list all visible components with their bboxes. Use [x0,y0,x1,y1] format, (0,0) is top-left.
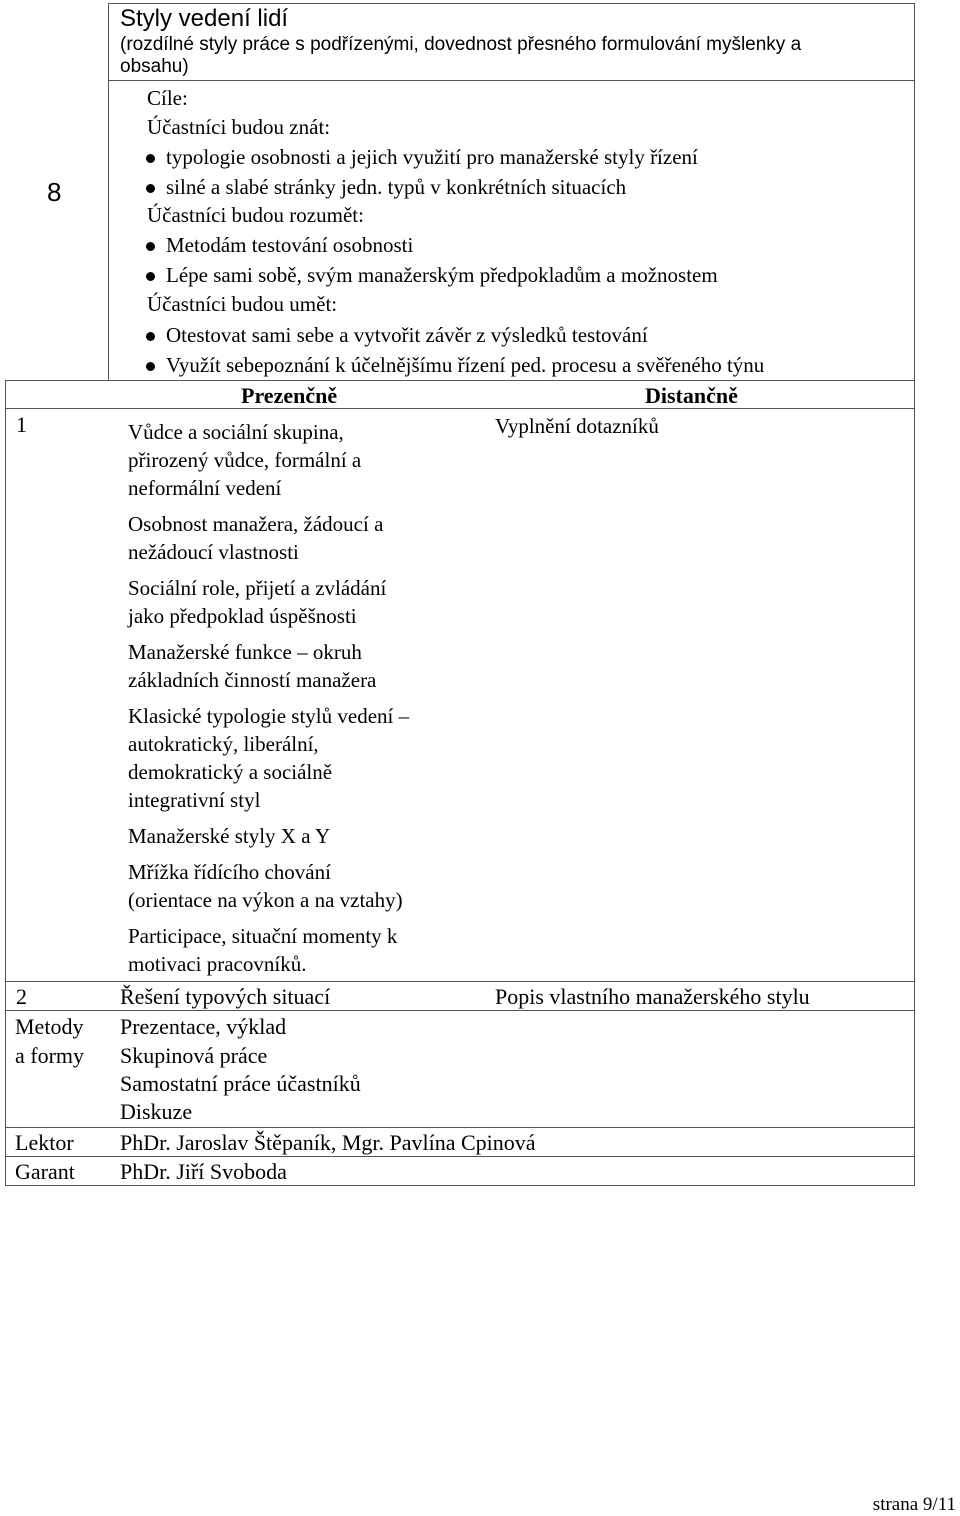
topic-personality: Osobnost manažera, žádoucí a nežádoucí vlastnosti [128,512,384,564]
module-title: Styly vedení lidí [120,5,289,32]
topic-social-role: Sociální role, přijetí a zvládání jako předpoklad úspěšnosti [128,576,387,628]
frame-left [5,380,6,1186]
know-heading: Účastníci budou znát: [147,115,331,139]
topic-styles-xy: Manažerské styly X a Y [128,824,331,848]
goals-heading: Cíle: [147,86,188,110]
topic-grid: Mřížka řídícího chování (orientace na výkon a na vztahy) [128,860,403,912]
list-item: Lépe sami sobě, svým manažerským předpokladům a možnostem [146,260,718,290]
understand-list [146,230,718,290]
module-subtitle-line2: obsahu) [120,56,189,77]
topic-typologies: Klasické typologie stylů vedení – autokratický, liberální, demokratický a sociálně integrativní styl [128,704,410,812]
methods-label-line2: a formy [15,1043,85,1068]
topic-functions: Manažerské funkce – okruh základních činností manažera [128,640,377,692]
column-presence-header: Prezenčně [241,383,338,408]
block2-distance: Popis vlastního manažerského stylu [495,984,810,1009]
know-list [146,142,698,202]
column-distance-header: Distančně [645,383,738,408]
frame-top [108,3,915,4]
page-number: strana 9/11 [872,1494,956,1515]
divider-columns [5,408,915,409]
guarantor-value: PhDr. Jiří Svoboda [120,1159,287,1184]
lecturer-value: PhDr. Jaroslav Štěpaník, Mgr. Pavlína Cpinová [120,1130,536,1155]
block1-number: 1 [16,412,27,437]
methods-label-line1: Metody [15,1014,84,1039]
able-list [146,320,764,380]
block2-number: 2 [16,984,27,1009]
block1-distance: Vyplnění dotazníků [495,414,659,438]
understand-heading: Účastníci budou rozumět: [147,203,364,227]
list-item: Metodám testování osobnosti [146,230,718,260]
lecturer-label: Lektor [15,1130,74,1155]
list-item: typologie osobnosti a jejich využití pro manažerské styly řízení [146,142,698,172]
frame-left-top [108,3,109,381]
list-item: Využít sebepoznání k účelnějšímu řízení ped. procesu a svěřeného týnu [146,350,764,380]
module-number: 8 [47,177,62,207]
method-item: Skupinová práce [120,1043,268,1068]
guarantor-label: Garant [15,1159,75,1184]
topic-participation: Participace, situační momenty k motivaci pracovníků. [128,924,398,976]
frame-right [914,3,915,1186]
divider-goals [5,380,915,381]
list-item: Otestovat sami sebe a vytvořit závěr z výsledků testování [146,320,764,350]
divider-title [108,80,915,81]
method-item: Prezentace, výklad [120,1014,287,1039]
able-heading: Účastníci budou umět: [147,292,338,316]
module-subtitle-line1: (rozdílné styly práce s podřízenými, dovednost přesného formulování myšlenky a [120,34,802,55]
block2-presence: Řešení typových situací [120,984,331,1009]
list-item: silné a slabé stránky jedn. typů v konkrétních situacích [146,172,698,202]
method-item: Samostatní práce účastníků [120,1071,361,1096]
topic-leader: Vůdce a sociální skupina, přirozený vůdce, formální a neformální vedení [128,420,362,500]
method-item: Diskuze [120,1099,193,1124]
